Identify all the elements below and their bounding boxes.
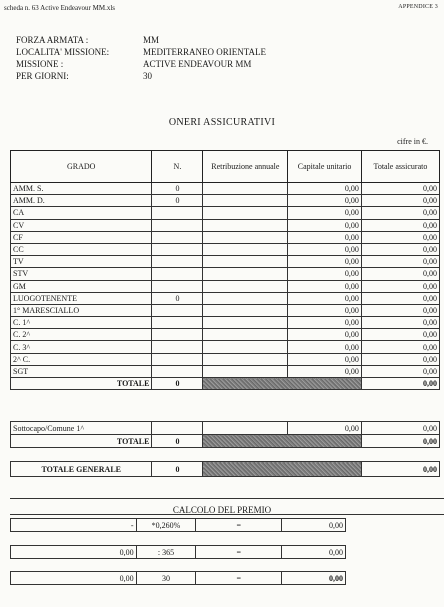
totale-cell: 0,00 — [361, 219, 439, 231]
table-row — [11, 292, 440, 304]
table-header-row — [11, 151, 440, 183]
retribuzione-cell — [203, 365, 288, 377]
capitale-cell: 0,00 — [288, 353, 362, 365]
retribuzione-cell — [203, 353, 288, 365]
sottocapo-retribuzione — [203, 422, 288, 435]
capitale-cell: 0,00 — [288, 365, 362, 377]
capitale-cell: 0,00 — [288, 304, 362, 316]
retribuzione-cell — [203, 219, 288, 231]
grado-cell: LUOGOTENENTE — [11, 292, 152, 304]
totale-generale-n: 0 — [152, 462, 203, 477]
totale-cell: 0,00 — [361, 365, 439, 377]
info-label: PER GIORNI: — [16, 71, 69, 81]
totale-cell: 0,00 — [361, 280, 439, 292]
info-row-localita — [16, 46, 266, 58]
totale-amount: 0,00 — [361, 378, 439, 390]
capitale-cell: 0,00 — [288, 219, 362, 231]
capitale-cell: 0,00 — [288, 317, 362, 329]
grado-cell: TV — [11, 256, 152, 268]
divider — [10, 498, 444, 499]
sottocapo-row — [11, 422, 440, 435]
sottocapo-label: Sottocapo/Comune 1^ — [11, 422, 152, 435]
header-totale: Totale assicurato — [361, 151, 439, 183]
grado-cell: CC — [11, 243, 152, 255]
capitale-cell: 0,00 — [288, 341, 362, 353]
table-row — [11, 183, 440, 195]
retribuzione-cell — [203, 317, 288, 329]
totale-cell: 0,00 — [361, 353, 439, 365]
totale-generale-table — [10, 461, 440, 477]
table-row — [11, 341, 440, 353]
calcolo-row-1 — [10, 518, 346, 532]
n-cell — [152, 280, 203, 292]
calcolo-result: 0,00 — [282, 519, 346, 532]
sottocapo-totale-amount: 0,00 — [361, 435, 439, 448]
grado-cell: 1° MARESCIALLO — [11, 304, 152, 316]
retribuzione-cell — [203, 341, 288, 353]
sottocapo-totale-row — [11, 435, 440, 448]
totale-cell: 0,00 — [361, 243, 439, 255]
n-cell — [152, 207, 203, 219]
sottocapo-totale-label: TOTALE — [11, 435, 152, 448]
totale-generale-amount: 0,00 — [361, 462, 439, 477]
totale-cell: 0,00 — [361, 256, 439, 268]
capitale-cell: 0,00 — [288, 243, 362, 255]
n-cell: 0 — [152, 183, 203, 195]
sottocapo-totale: 0,00 — [361, 422, 439, 435]
grado-cell: STV — [11, 268, 152, 280]
calcolo-equals: = — [196, 519, 282, 532]
capitale-cell: 0,00 — [288, 207, 362, 219]
capitale-cell: 0,00 — [288, 183, 362, 195]
totale-cell: 0,00 — [361, 268, 439, 280]
retribuzione-cell — [203, 231, 288, 243]
n-cell: 0 — [152, 195, 203, 207]
info-label: FORZA ARMATA : — [16, 35, 89, 45]
shaded-cell — [203, 435, 361, 448]
table-row — [11, 329, 440, 341]
calcolo-title: CALCOLO DEL PREMIO — [172, 505, 272, 515]
file-name: scheda n. 63 Active Endeavour MM.xls — [4, 4, 116, 12]
info-value: ACTIVE ENDEAVOUR MM — [143, 59, 252, 69]
retribuzione-cell — [203, 256, 288, 268]
totale-cell: 0,00 — [361, 341, 439, 353]
calcolo-operand: - — [11, 519, 137, 532]
calcolo-days: 30 — [136, 572, 196, 585]
totale-cell: 0,00 — [361, 317, 439, 329]
table-row — [11, 219, 440, 231]
table-row — [11, 353, 440, 365]
retribuzione-cell — [203, 183, 288, 195]
currency-note: cifre in €. — [397, 137, 428, 146]
n-cell — [152, 317, 203, 329]
grado-cell: 2^ C. — [11, 353, 152, 365]
header-capitale: Capitale unitario — [288, 151, 362, 183]
grado-cell: C. 1^ — [11, 317, 152, 329]
calcolo-result: 0,00 — [282, 546, 346, 559]
info-row-giorni — [16, 70, 266, 82]
n-cell — [152, 231, 203, 243]
n-cell — [152, 243, 203, 255]
capitale-cell: 0,00 — [288, 195, 362, 207]
calcolo-divisor: : 365 — [136, 546, 196, 559]
info-label: MISSIONE : — [16, 59, 64, 69]
section-title: ONERI ASSICURATIVI — [168, 117, 276, 128]
calcolo-operand: 0,00 — [11, 546, 137, 559]
retribuzione-cell — [203, 292, 288, 304]
mission-info — [16, 34, 266, 82]
grado-cell: SGT — [11, 365, 152, 377]
calcolo-row-2 — [10, 545, 346, 559]
calcolo-operand: 0,00 — [11, 572, 137, 585]
n-cell — [152, 341, 203, 353]
retribuzione-cell — [203, 280, 288, 292]
n-cell — [152, 365, 203, 377]
totale-generale-label: TOTALE GENERALE — [11, 462, 152, 477]
totale-label: TOTALE — [11, 378, 152, 390]
table-row — [11, 207, 440, 219]
capitale-cell: 0,00 — [288, 280, 362, 292]
retribuzione-cell — [203, 329, 288, 341]
table-row — [11, 268, 440, 280]
capitale-cell: 0,00 — [288, 256, 362, 268]
table-row — [11, 243, 440, 255]
capitale-cell: 0,00 — [288, 329, 362, 341]
grado-cell: AMM. D. — [11, 195, 152, 207]
insurance-table — [10, 150, 440, 390]
calcolo-equals: = — [196, 546, 282, 559]
table-row — [11, 231, 440, 243]
grado-cell: C. 3^ — [11, 341, 152, 353]
n-cell — [152, 353, 203, 365]
grado-cell: CV — [11, 219, 152, 231]
sottocapo-capitale: 0,00 — [288, 422, 362, 435]
header-retribuzione: Retribuzione annuale — [203, 151, 288, 183]
capitale-cell: 0,00 — [288, 268, 362, 280]
table-row — [11, 195, 440, 207]
totale-cell: 0,00 — [361, 207, 439, 219]
retribuzione-cell — [203, 243, 288, 255]
totale-cell: 0,00 — [361, 183, 439, 195]
n-cell — [152, 329, 203, 341]
grado-cell: CF — [11, 231, 152, 243]
retribuzione-cell — [203, 207, 288, 219]
header-grado: GRADO — [11, 151, 152, 183]
header-n: N. — [152, 151, 203, 183]
calcolo-row-3 — [10, 571, 346, 585]
n-cell — [152, 304, 203, 316]
n-cell — [152, 256, 203, 268]
calcolo-equals: = — [196, 572, 282, 585]
totale-n: 0 — [152, 378, 203, 390]
table-row — [11, 304, 440, 316]
info-value: MEDITERRANEO ORIENTALE — [143, 47, 267, 57]
calcolo-rate: *0,260% — [136, 519, 196, 532]
retribuzione-cell — [203, 304, 288, 316]
retribuzione-cell — [203, 195, 288, 207]
grado-cell: C. 2^ — [11, 329, 152, 341]
sottocapo-totale-n: 0 — [152, 435, 203, 448]
sottocapo-table — [10, 421, 440, 448]
appendix-label: APPENDICE 3 — [398, 4, 438, 10]
grado-cell: AMM. S. — [11, 183, 152, 195]
info-value: MM — [143, 35, 160, 45]
retribuzione-cell — [203, 268, 288, 280]
totale-cell: 0,00 — [361, 329, 439, 341]
table-row — [11, 256, 440, 268]
shaded-cell — [203, 378, 361, 390]
totale-cell: 0,00 — [361, 195, 439, 207]
sottocapo-n — [152, 422, 203, 435]
n-cell: 0 — [152, 292, 203, 304]
totale-cell: 0,00 — [361, 292, 439, 304]
n-cell — [152, 219, 203, 231]
capitale-cell: 0,00 — [288, 231, 362, 243]
grado-cell: CA — [11, 207, 152, 219]
totale-generale-row — [11, 462, 440, 477]
table-row — [11, 317, 440, 329]
capitale-cell: 0,00 — [288, 292, 362, 304]
grado-cell: GM — [11, 280, 152, 292]
table-row — [11, 280, 440, 292]
totale-cell: 0,00 — [361, 231, 439, 243]
totale-row — [11, 378, 440, 390]
totale-cell: 0,00 — [361, 304, 439, 316]
info-value: 30 — [143, 71, 152, 81]
n-cell — [152, 268, 203, 280]
shaded-cell — [203, 462, 361, 477]
calcolo-result: 0,00 — [282, 572, 346, 585]
info-label: LOCALITA' MISSIONE: — [16, 47, 110, 57]
info-row-missione — [16, 58, 266, 70]
table-row — [11, 365, 440, 377]
info-row-forza-armata — [16, 34, 266, 46]
